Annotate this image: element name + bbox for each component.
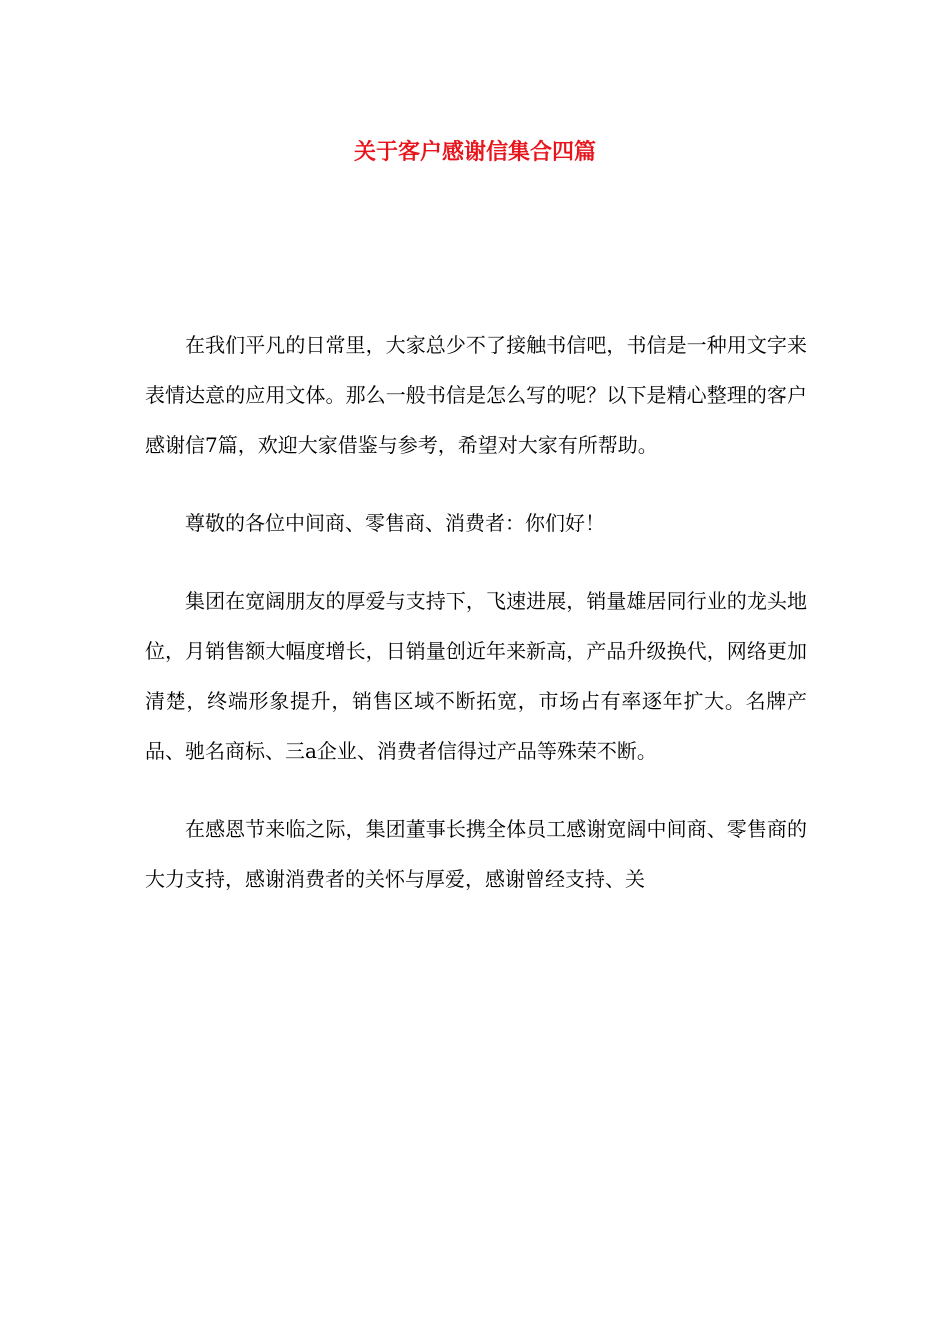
document-title: 关于客户感谢信集合四篇 [353, 139, 596, 165]
paragraph-intro: 在我们平凡的日常里，大家总少不了接触书信吧，书信是一种用文字来表情达意的应用文体。那么一般书信是怎么写的呢？以下是精心整理的客户感谢信7篇，欢迎大家借鉴与参考，希望对大家有所帮助。 [145, 333, 807, 457]
paragraph-thanks: 在感恩节来临之际，集团董事长携全体员工感谢宽阔中间商、零售商的大力支持，感谢消费者的关怀与厚爱，感谢曾经支持、关 [145, 817, 807, 891]
paragraph-salutation: 尊敬的各位中间商、零售商、消费者：你们好！ [185, 511, 605, 535]
paragraph-achievements: 集团在宽阔朋友的厚爱与支持下，飞速进展，销量雄居同行业的龙头地位，月销售额大幅度增长，日销量创近年来新高，产品升级换代，网络更加清楚，终端形象提升，销售区域不断拓宽，市场占有率逐年扩大。名牌产品、驰名商标、三a企业、消费者信得过产品等殊荣不断。 [145, 589, 807, 763]
document-body [145, 320, 807, 932]
